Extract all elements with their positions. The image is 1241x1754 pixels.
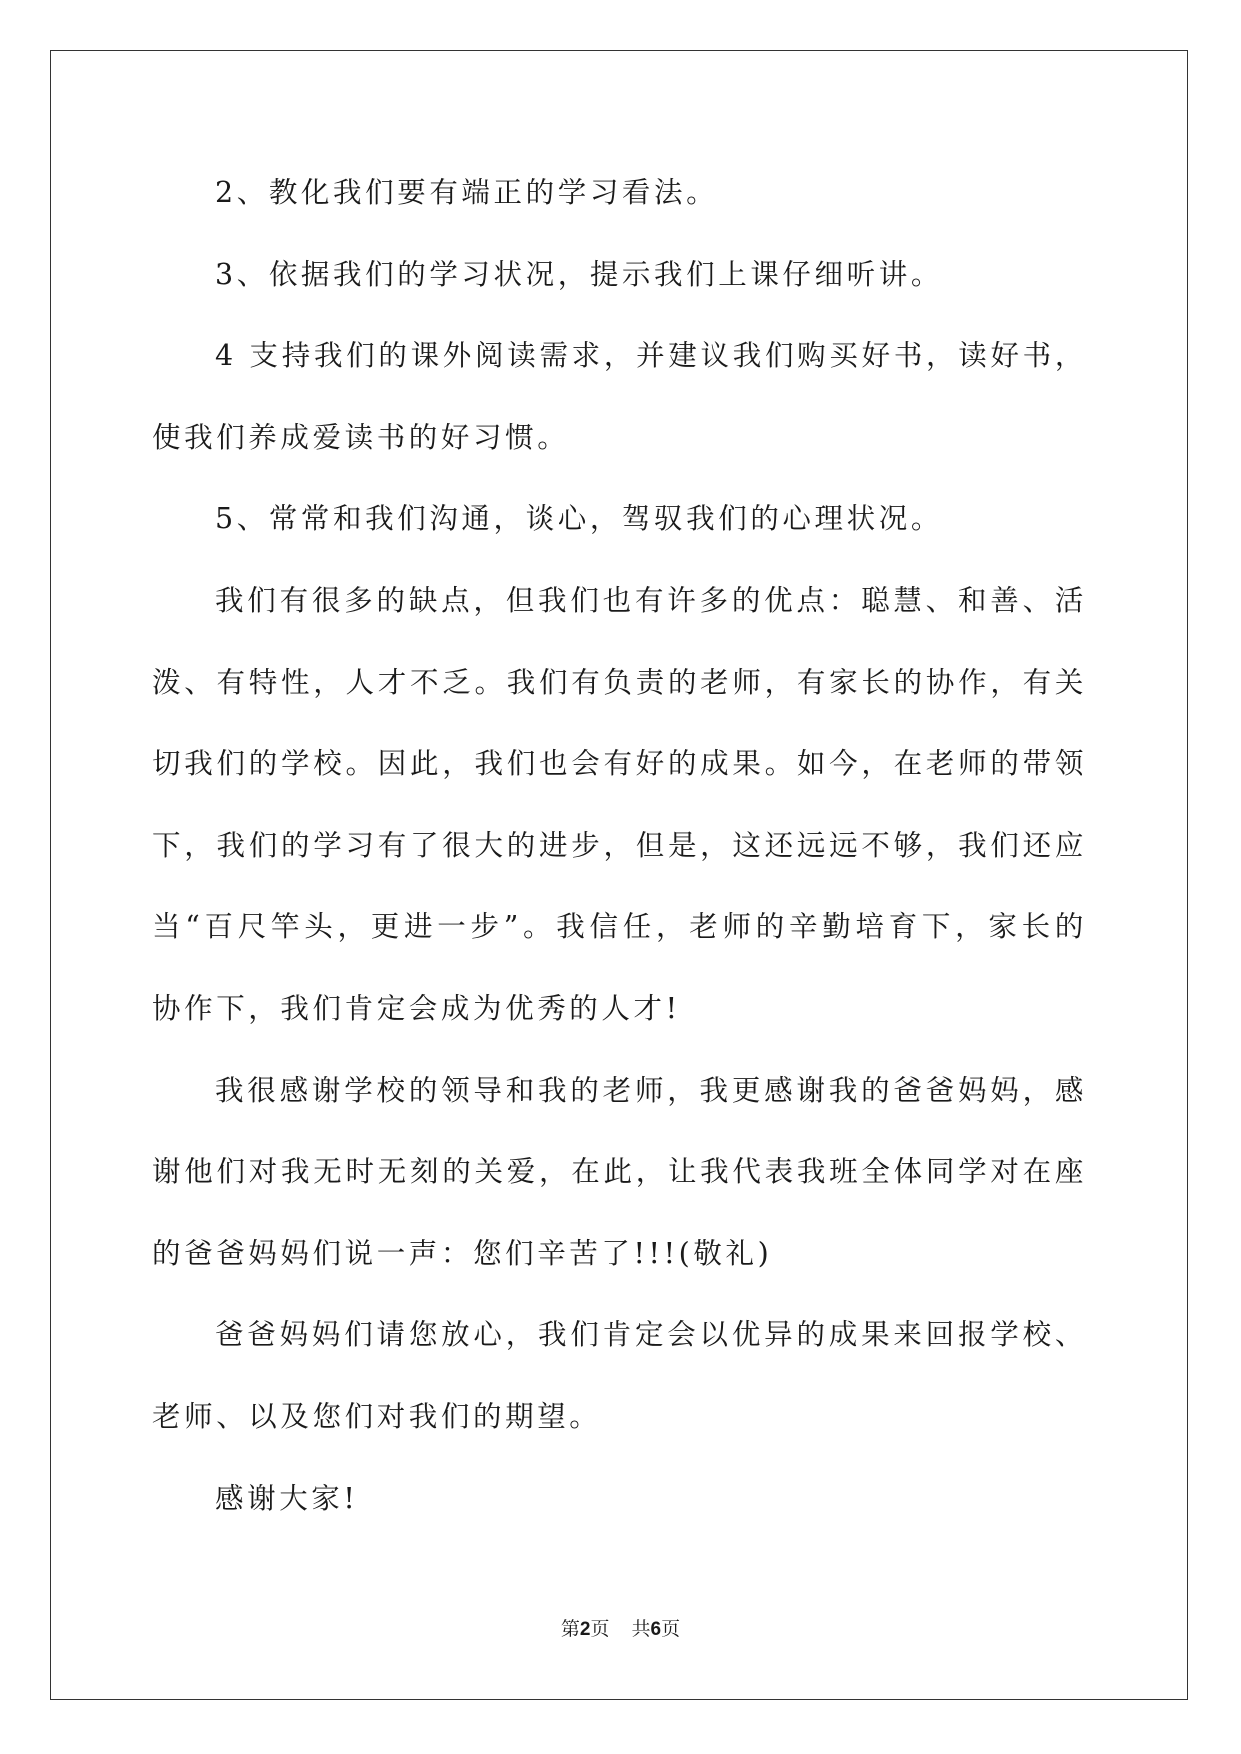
paragraph-item-2: 2、教化我们要有端正的学习看法。: [215, 176, 719, 209]
paragraph-thanks: 我很感谢学校的领导和我的老师，我更感谢我的爸爸妈妈，感谢他们对我无时无刻的关爱，在此，让我代表我班全体同学对在座的爸爸妈妈们说一声：您们辛苦了!!!(敬礼): [152, 1073, 1087, 1270]
page-suffix: 页: [590, 1618, 610, 1640]
page-number: 2: [579, 1619, 591, 1640]
page-footer: [0, 1614, 1241, 1641]
total-pages: 6: [650, 1619, 662, 1640]
paragraph-closing: 感谢大家!: [215, 1481, 359, 1515]
paragraph-item-3: 3、依据我们的学习状况，提示我们上课仔细听讲。: [215, 257, 943, 291]
paragraph-item-5: 5、常常和我们沟通，谈心，驾驭我们的心理状况。: [215, 502, 943, 536]
document-body: [152, 152, 1087, 1539]
total-suffix: 页: [661, 1618, 681, 1640]
paragraph-promise: 爸爸妈妈们请您放心，我们肯定会以优异的成果来回报学校、老师、以及您们对我们的期望。: [152, 1318, 1087, 1433]
paragraph-item-4: 4 支持我们的课外阅读需求，并建议我们购买好书，读好书，使我们养成爱读书的好习惯。: [152, 339, 1087, 454]
total-prefix: 共: [631, 1618, 651, 1640]
paragraph-strengths: 我们有很多的缺点，但我们也有许多的优点：聪慧、和善、活泼、有特性，人才不乏。我们有负责的老师，有家长的协作，有关切我们的学校。因此，我们也会有好的成果。如今，在老师的带领下，我们的学习有了很大的进步，但是，这还远远不够，我们还应当“百尺竿头，更进一步”。我信任，老师的辛勤培育下，家长的协作下，我们肯定会成为优秀的人才!: [152, 583, 1087, 1025]
page-prefix: 第: [560, 1618, 580, 1640]
